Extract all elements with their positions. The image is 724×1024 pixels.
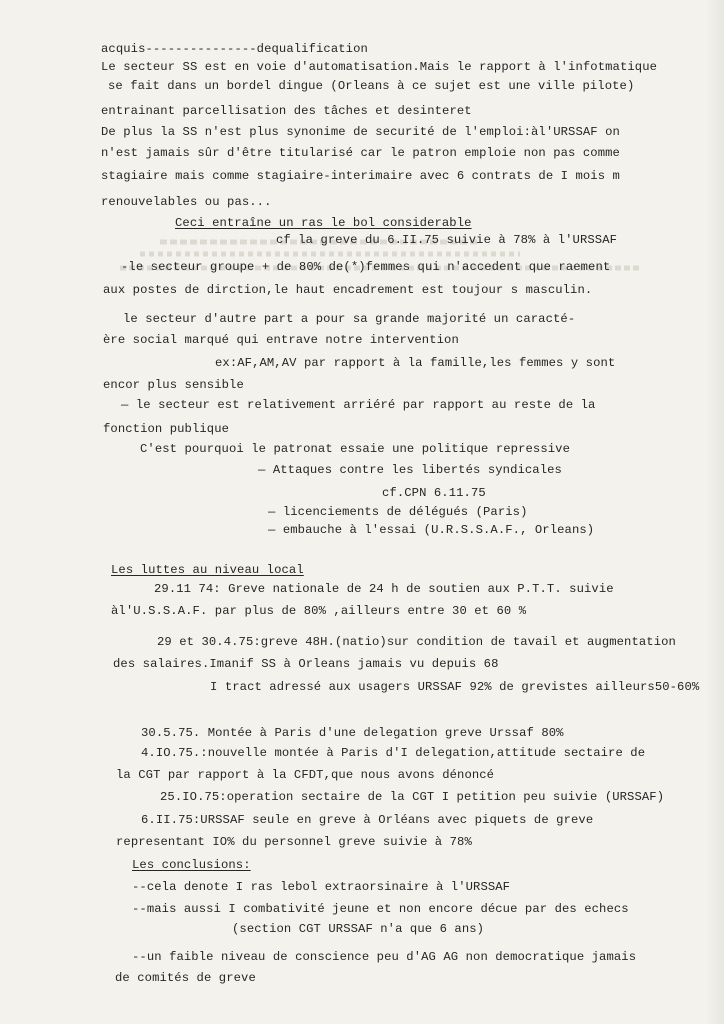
text-line: acquis---------------dequalification — [101, 42, 368, 56]
text-line: --mais aussi I combativité jeune et non encore décue par des echecs — [132, 902, 629, 916]
text-line: ex:AF,AM,AV par rapport à la famille,les femmes y sont — [215, 356, 616, 370]
text-line: -le secteur groupe + de 80% de(*)femmes qui n'accedent que raement — [121, 260, 611, 274]
text-line: àl'U.S.S.A.F. par plus de 80% ,ailleurs entre 30 et 60 % — [111, 604, 527, 618]
text-line: renouvelables ou pas... — [101, 195, 272, 209]
text-line: 29.11 74: Greve nationale de 24 h de soutien aux P.T.T. suivie — [154, 582, 614, 596]
text-line: De plus la SS n'est plus synonime de securité de l'emploi:àl'URSSAF on — [101, 125, 620, 139]
text-line: 25.IO.75:operation sectaire de la CGT I petition peu suivie (URSSAF) — [160, 790, 665, 804]
text-line: stagiaire mais comme stagiaire-interimaire avec 6 contrats de I mois m — [101, 169, 620, 183]
text-line: 4.IO.75.:nouvelle montée à Paris d'I delegation,attitude sectaire de — [141, 746, 646, 760]
text-line: aux postes de dirction,le haut encadrement est toujour s masculin. — [103, 283, 593, 297]
text-line: de comités de greve — [115, 971, 256, 985]
text-line: --un faible niveau de conscience peu d'AG AG non democratique jamais — [132, 950, 637, 964]
section-heading: Les luttes au niveau local — [111, 563, 304, 577]
text-line: fonction publique — [103, 422, 230, 436]
text-line: cf la greve du 6.II.75 suivie à 78% à l'URSSAF — [276, 233, 618, 247]
text-line: 29 et 30.4.75:greve 48H.(natio)sur condition de tavail et augmentation — [157, 635, 676, 649]
text-line: Le secteur SS est en voie d'automatisation.Mais le rapport à l'infotmatique — [101, 60, 658, 74]
text-line: se fait dans un bordel dingue (Orleans à ce sujet est une ville pilote) — [108, 79, 635, 93]
text-line: 30.5.75. Montée à Paris d'une delegation greve Urssaf 80% — [141, 726, 564, 740]
text-line: — le secteur est relativement arriéré par rapport au reste de la — [121, 398, 596, 412]
text-line: 6.II.75:URSSAF seule en greve à Orléans avec piquets de greve — [141, 813, 594, 827]
text-line: representant IO% du personnel greve suivie à 78% — [116, 835, 472, 849]
text-line: I tract adressé aux usagers URSSAF 92% de grevistes ailleurs50-60% — [210, 680, 700, 694]
text-line: --cela denote I ras lebol extraorsinaire à l'URSSAF — [132, 880, 511, 894]
text-line: entrainant parcellisation des tâches et desinteret — [101, 104, 472, 118]
text-line: cf.CPN 6.11.75 — [382, 486, 486, 500]
text-line: C'est pourquoi le patronat essaie une politique repressive — [140, 442, 570, 456]
text-line: — Attaques contre les libertés syndicales — [258, 463, 562, 477]
text-line: (section CGT URSSAF n'a que 6 ans) — [232, 922, 485, 936]
text-line: le secteur d'autre part a pour sa grande majorité un caracté- — [123, 312, 576, 326]
text-line: n'est jamais sûr d'être titularisé car le patron emploie non pas comme — [101, 146, 620, 160]
section-heading: Les conclusions: — [132, 858, 251, 872]
text-line: la CGT par rapport à la CFDT,que nous avons dénoncé — [116, 768, 495, 782]
text-line: — embauche à l'essai (U.R.S.S.A.F., Orleans) — [268, 523, 595, 537]
text-line: ère social marqué qui entrave notre intervention — [103, 333, 459, 347]
page-edge-shadow — [706, 0, 724, 1024]
section-heading: Ceci entraîne un ras le bol considerable — [175, 216, 472, 230]
text-line: encor plus sensible — [103, 378, 244, 392]
text-line: des salaires.Imanif SS à Orleans jamais vu depuis 68 — [113, 657, 499, 671]
text-line: — licenciements de délégués (Paris) — [268, 505, 528, 519]
